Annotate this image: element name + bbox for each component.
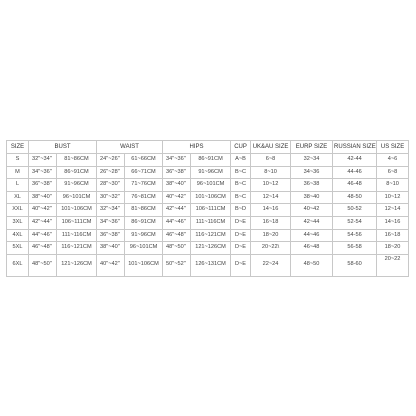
cell-cup: D~E — [231, 242, 251, 255]
header-russian-size: RUSSIAN SIZE — [333, 141, 377, 154]
cell-bust-cm: 81~86CM — [57, 154, 97, 167]
cell-size: L — [7, 179, 29, 192]
cell-bust-inches: 40"~42" — [29, 204, 57, 217]
cell-bust-inches: 48"~50" — [29, 254, 57, 276]
cell-hips-inches: 40"~42" — [163, 191, 191, 204]
table-row — [7, 229, 409, 242]
header-us-size: US SIZE — [377, 141, 409, 154]
cell-russian-size: 44-46 — [333, 166, 377, 179]
cell-hips-inches: 48"~50" — [163, 242, 191, 255]
cell-cup: D~E — [231, 216, 251, 229]
cell-waist-inches: 24"~26" — [97, 154, 125, 167]
cell-cup: A~B — [231, 154, 251, 167]
cell-us-size: 14~16 — [377, 216, 409, 229]
cell-eur-size: 48~50 — [291, 254, 333, 276]
cell-hips-inches: 46"~48" — [163, 229, 191, 242]
header-row — [7, 141, 409, 154]
cell-eur-size: 38~40 — [291, 191, 333, 204]
cell-hips-inches: 42"~44" — [163, 204, 191, 217]
cell-hips-inches: 34"~36" — [163, 154, 191, 167]
cell-hips-cm: 116~121CM — [191, 229, 231, 242]
cell-hips-inches: 50"~52" — [163, 254, 191, 276]
cell-waist-cm: 61~66CM — [125, 154, 163, 167]
cell-bust-inches: 42"~44" — [29, 216, 57, 229]
cell-size: 6XL — [7, 254, 29, 276]
cell-size: 3XL — [7, 216, 29, 229]
cell-uk-au-size: 10~12 — [251, 179, 291, 192]
header-cup: CUP — [231, 141, 251, 154]
cell-cup: D~E — [231, 229, 251, 242]
cell-us-size: 10~12 — [377, 191, 409, 204]
cell-bust-inches: 34"~36" — [29, 166, 57, 179]
cell-waist-cm: 81~86CM — [125, 204, 163, 217]
cell-waist-cm: 91~96CM — [125, 229, 163, 242]
table-row — [7, 242, 409, 255]
cell-russian-size: 42-44 — [333, 154, 377, 167]
cell-uk-au-size: 22~24 — [251, 254, 291, 276]
table-row — [7, 204, 409, 217]
cell-uk-au-size: 6~8 — [251, 154, 291, 167]
cell-uk-au-size: 14~16 — [251, 204, 291, 217]
header-hips: HIPS — [163, 141, 231, 154]
cell-waist-cm: 86~91CM — [125, 216, 163, 229]
cell-eur-size: 34~36 — [291, 166, 333, 179]
cell-size: XXL — [7, 204, 29, 217]
cell-waist-inches: 28"~30" — [97, 179, 125, 192]
cell-russian-size: 46-48 — [333, 179, 377, 192]
table-row — [7, 154, 409, 167]
cell-eur-size: 32~34 — [291, 154, 333, 167]
table-row — [7, 166, 409, 179]
cell-waist-inches: 34"~36" — [97, 216, 125, 229]
cell-waist-cm: 71~76CM — [125, 179, 163, 192]
cell-waist-inches: 38"~40" — [97, 242, 125, 255]
cell-russian-size: 56-58 — [333, 242, 377, 255]
cell-us-size: 6~8 — [377, 166, 409, 179]
cell-hips-cm: 121~126CM — [191, 242, 231, 255]
header-waist: WAIST — [97, 141, 163, 154]
cell-uk-au-size: 12~14 — [251, 191, 291, 204]
cell-us-size: 12~14 — [377, 204, 409, 217]
cell-hips-cm: 91~96CM — [191, 166, 231, 179]
cell-russian-size: 48-50 — [333, 191, 377, 204]
cell-russian-size: 54-56 — [333, 229, 377, 242]
size-chart-table — [6, 140, 409, 277]
header-eur-size: EURP SIZE — [291, 141, 333, 154]
cell-hips-inches: 36"~38" — [163, 166, 191, 179]
cell-size: M — [7, 166, 29, 179]
cell-waist-cm: 101~106CM — [125, 254, 163, 276]
cell-uk-au-size: 20~22\ — [251, 242, 291, 255]
cell-hips-cm: 126~131CM — [191, 254, 231, 276]
cell-us-size: 18~20 — [377, 242, 409, 255]
cell-us-size: 20~22 — [377, 254, 409, 276]
table-row — [7, 191, 409, 204]
cell-bust-cm: 91~96CM — [57, 179, 97, 192]
cell-us-size: 4~6 — [377, 154, 409, 167]
cell-waist-cm: 96~101CM — [125, 242, 163, 255]
cell-waist-inches: 36"~38" — [97, 229, 125, 242]
cell-waist-inches: 40"~42" — [97, 254, 125, 276]
cell-size: S — [7, 154, 29, 167]
cell-eur-size: 44~46 — [291, 229, 333, 242]
cell-cup: B~C — [231, 179, 251, 192]
header-uk-au-size: UK&AU SIZE — [251, 141, 291, 154]
cell-waist-inches: 30"~32" — [97, 191, 125, 204]
cell-bust-inches: 36"~38" — [29, 179, 57, 192]
cell-us-size: 8~10 — [377, 179, 409, 192]
cell-bust-inches: 32"~34" — [29, 154, 57, 167]
cell-hips-inches: 38"~40" — [163, 179, 191, 192]
cell-bust-cm: 96~101CM — [57, 191, 97, 204]
cell-cup: D~E — [231, 254, 251, 276]
cell-waist-cm: 76~81CM — [125, 191, 163, 204]
cell-uk-au-size: 8~10 — [251, 166, 291, 179]
table-row — [7, 216, 409, 229]
cell-waist-inches: 32"~34" — [97, 204, 125, 217]
cell-hips-cm: 101~106CM — [191, 191, 231, 204]
cell-bust-inches: 44"~46" — [29, 229, 57, 242]
cell-eur-size: 42~44 — [291, 216, 333, 229]
cell-waist-inches: 26"~28" — [97, 166, 125, 179]
cell-size: 4XL — [7, 229, 29, 242]
cell-cup: B~C — [231, 191, 251, 204]
cell-hips-cm: 86~91CM — [191, 154, 231, 167]
header-size: SIZE — [7, 141, 29, 154]
cell-russian-size: 52-54 — [333, 216, 377, 229]
size-chart-body — [7, 154, 409, 277]
cell-size: 5XL — [7, 242, 29, 255]
cell-hips-inches: 44"~46" — [163, 216, 191, 229]
cell-bust-inches: 38"~40" — [29, 191, 57, 204]
cell-hips-cm: 111~116CM — [191, 216, 231, 229]
cell-russian-size: 58-60 — [333, 254, 377, 276]
cell-eur-size: 40~42 — [291, 204, 333, 217]
table-row — [7, 179, 409, 192]
cell-eur-size: 46~48 — [291, 242, 333, 255]
cell-cup: B~D — [231, 204, 251, 217]
cell-russian-size: 50-52 — [333, 204, 377, 217]
cell-bust-inches: 46"~48" — [29, 242, 57, 255]
cell-eur-size: 36~38 — [291, 179, 333, 192]
cell-waist-cm: 66~71CM — [125, 166, 163, 179]
cell-bust-cm: 106~111CM — [57, 216, 97, 229]
cell-bust-cm: 101~106CM — [57, 204, 97, 217]
cell-hips-cm: 106~111CM — [191, 204, 231, 217]
cell-bust-cm: 86~91CM — [57, 166, 97, 179]
cell-uk-au-size: 16~18 — [251, 216, 291, 229]
cell-hips-cm: 96~101CM — [191, 179, 231, 192]
table-row — [7, 254, 409, 276]
cell-us-size: 16~18 — [377, 229, 409, 242]
cell-bust-cm: 116~121CM — [57, 242, 97, 255]
cell-size: XL — [7, 191, 29, 204]
cell-uk-au-size: 18~20 — [251, 229, 291, 242]
cell-cup: B~C — [231, 166, 251, 179]
header-bust: BUST — [29, 141, 97, 154]
cell-bust-cm: 111~116CM — [57, 229, 97, 242]
cell-bust-cm: 121~126CM — [57, 254, 97, 276]
